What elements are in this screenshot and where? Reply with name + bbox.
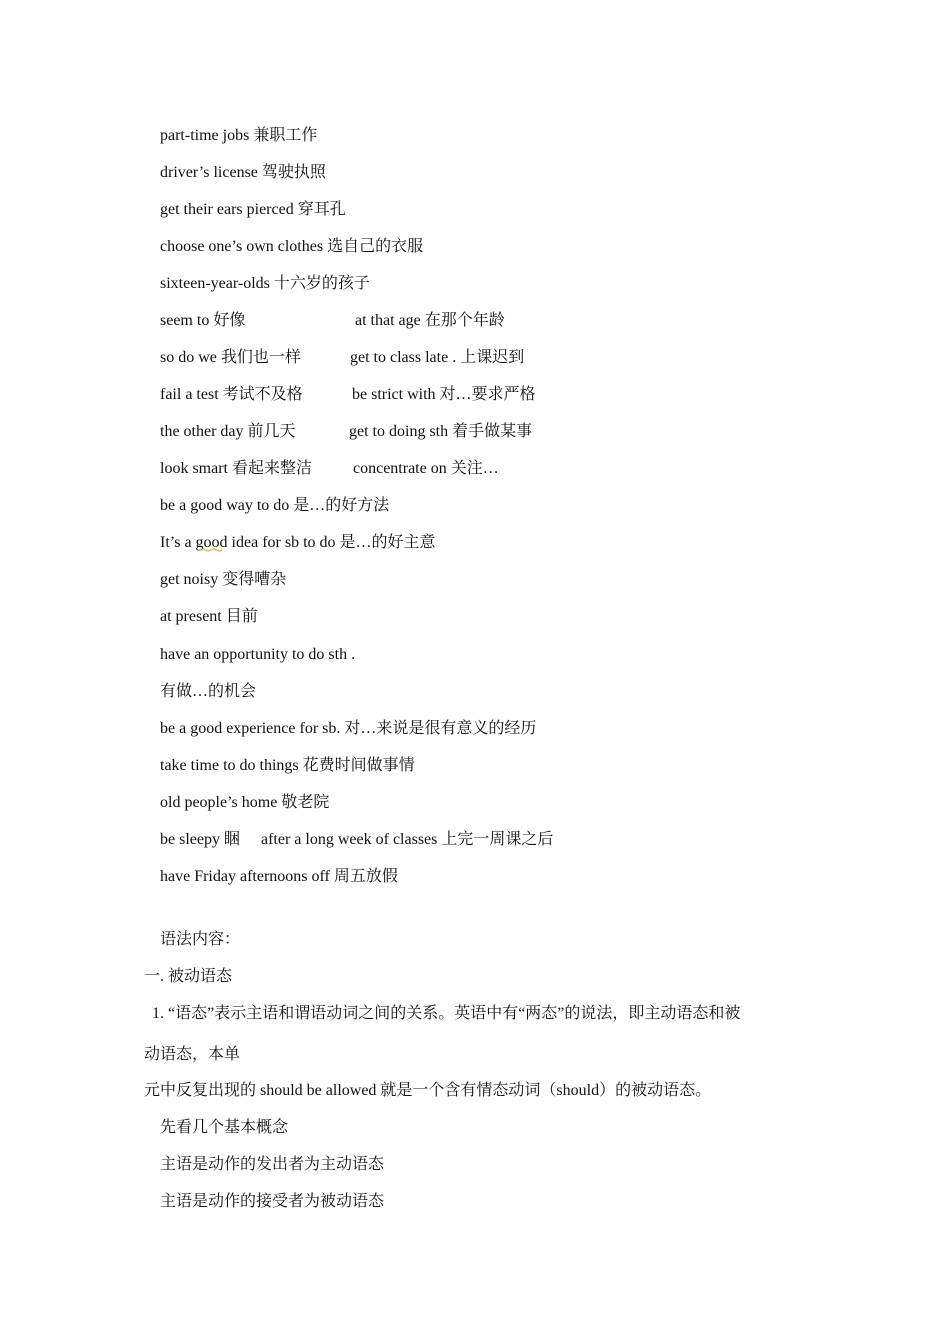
vocab-item: fail a test 考试不及格 xyxy=(160,386,303,403)
vocab-item-second: at that age 在那个年龄 xyxy=(355,312,505,329)
paragraph-line: 动语态，本单 xyxy=(144,1046,241,1063)
vocab-item: 有做…的机会 xyxy=(160,683,257,700)
vocab-item-second: get to doing sth 着手做某事 xyxy=(349,423,533,440)
vocab-item-second: be strict with 对…要求严格 xyxy=(352,386,536,403)
vocab-item-second: after a long week of classes 上完一周课之后 xyxy=(261,831,554,848)
vocab-item: at present 目前 xyxy=(160,608,258,625)
vocab-item: be a good way to do 是…的好方法 xyxy=(160,497,390,514)
vocab-item: sixteen-year-olds 十六岁的孩子 xyxy=(160,275,370,292)
paragraph-line: 1. “语态”表示主语和谓语动词之间的关系。英语中有“两态”的说法，即主动语态和被 xyxy=(152,1005,741,1022)
vocab-item: get their ears pierced 穿耳孔 xyxy=(160,201,346,218)
vocab-item: have an opportunity to do sth . xyxy=(160,646,356,663)
vocab-item: choose one’s own clothes 选自己的衣服 xyxy=(160,238,424,255)
section-title: 一. 被动语态 xyxy=(144,968,233,985)
vocab-item-second: get to class late . 上课迟到 xyxy=(350,349,525,366)
vocab-item: be sleepy 睏 xyxy=(160,831,240,848)
paragraph-line: 先看几个基本概念 xyxy=(160,1119,289,1136)
vocab-item: part-time jobs 兼职工作 xyxy=(160,127,318,144)
vocab-item: the other day 前几天 xyxy=(160,423,296,440)
vocab-item: It’s a good idea for sb to do 是…的好主意 xyxy=(160,534,436,551)
vocab-item: so do we 我们也一样 xyxy=(160,349,301,366)
paragraph-line: 元中反复出现的 should be allowed 就是一个含有情态动词（should）的被动语态。 xyxy=(144,1082,712,1099)
paragraph-line: 主语是动作的发出者为主动语态 xyxy=(160,1156,385,1173)
vocab-item: be a good experience for sb. 对…来说是很有意义的经历 xyxy=(160,720,537,737)
vocab-item: have Friday afternoons off 周五放假 xyxy=(160,868,398,885)
vocab-item: look smart 看起来整洁 xyxy=(160,460,312,477)
spellcheck-underline xyxy=(200,548,222,552)
vocab-item: driver’s license 驾驶执照 xyxy=(160,164,326,181)
vocab-item: seem to 好像 xyxy=(160,312,246,329)
grammar-heading: 语法内容： xyxy=(160,931,241,948)
vocab-item: get noisy 变得嘈杂 xyxy=(160,571,287,588)
vocab-item: take time to do things 花费时间做事情 xyxy=(160,757,415,774)
vocab-item-second: concentrate on 关注… xyxy=(353,460,499,477)
vocab-item: old people’s home 敬老院 xyxy=(160,794,330,811)
paragraph-line: 主语是动作的接受者为被动语态 xyxy=(160,1193,385,1210)
